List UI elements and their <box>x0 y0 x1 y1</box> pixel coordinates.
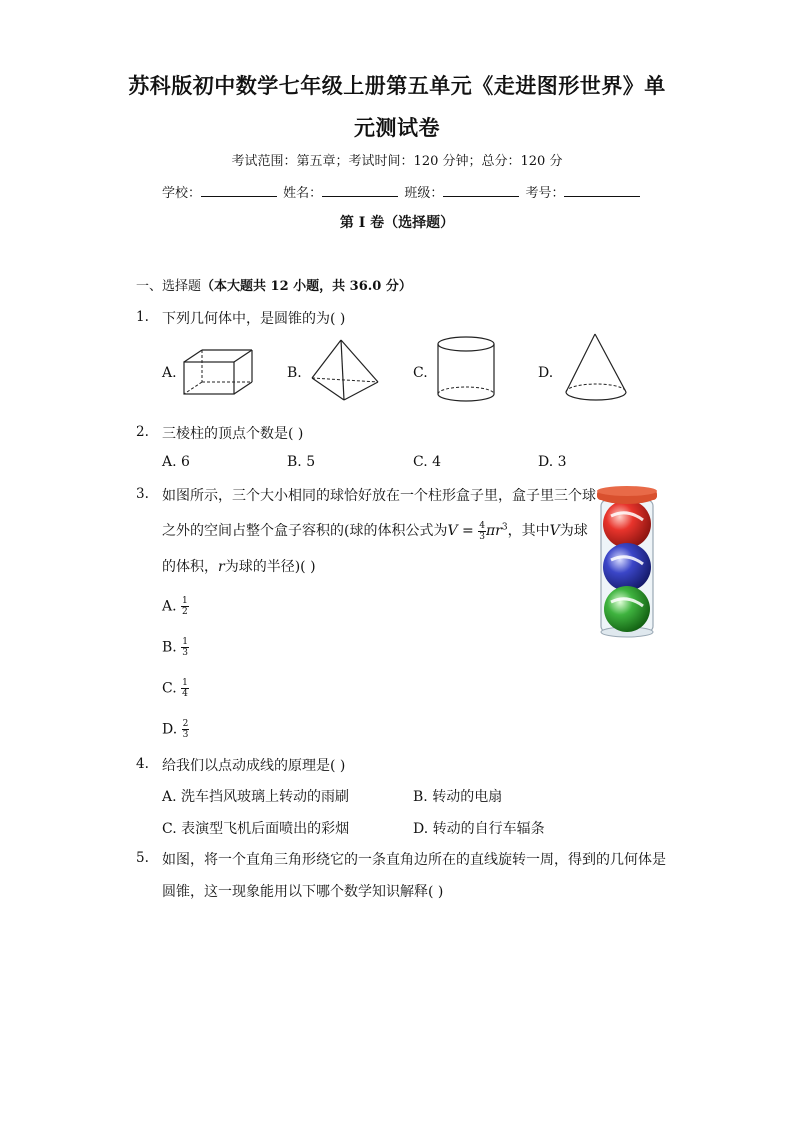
q1-number: 1. <box>136 309 149 325</box>
number-label: 考号： <box>525 186 565 201</box>
q3-formula-numerator: 4 <box>479 520 485 531</box>
school-blank[interactable] <box>201 184 277 197</box>
exam-title-line2: 元测试卷 <box>354 115 440 140</box>
section-detail: （本大题共 12 小题，共 36.0 分） <box>201 279 412 294</box>
q3-option-b <box>162 637 189 658</box>
q3-formula-fraction <box>478 521 486 542</box>
exam-title-line1: 苏科版初中数学七年级上册第五单元《走进图形世界》单 <box>128 73 666 98</box>
q3-option-a-den: 2 <box>182 607 188 617</box>
q1-text: 下列几何体中，是圆锥的为( ) <box>162 311 346 327</box>
q2-option-b: B. 5 <box>287 454 316 470</box>
q3-line2-text: 之外的空间占整个盒子容积的(球的体积公式为 <box>162 523 448 539</box>
q3-line1: 如图所示，三个大小相同的球恰好放在一个柱形盒子里，盒子里三个球 <box>162 488 596 504</box>
q3-formula-v: V <box>447 523 458 539</box>
blue-sphere <box>603 543 651 591</box>
green-sphere <box>604 586 650 632</box>
q3-option-a-fraction <box>181 596 189 617</box>
q4-option-d: D. 转动的自行车辐条 <box>413 821 545 837</box>
q1-option-d-label: D. <box>538 365 554 381</box>
q3-option-d-label: D. <box>162 721 178 738</box>
q3-option-c <box>162 678 189 699</box>
q1-cylinder-figure <box>436 336 498 404</box>
q3-spheres-in-box-figure <box>597 486 661 638</box>
q3-option-a-num: 1 <box>182 596 188 606</box>
q3-line2 <box>162 520 588 542</box>
q3-option-b-num: 1 <box>182 637 188 647</box>
q3-formula-denominator: 3 <box>479 531 485 542</box>
q4-option-b: B. 转动的电扇 <box>413 789 503 805</box>
q3-option-d <box>162 719 189 740</box>
q4-option-c: C. 表演型飞机后面喷出的彩烟 <box>162 821 350 837</box>
q3-formula-pi: π <box>485 523 496 539</box>
q2-text: 三棱柱的顶点个数是( ) <box>162 426 304 442</box>
q3-option-d-den: 3 <box>182 730 189 740</box>
q2-option-a: A. 6 <box>162 454 190 470</box>
q3-line3 <box>162 556 316 576</box>
section-heading <box>136 275 412 294</box>
q2-number: 2. <box>136 424 149 440</box>
volume-title: 第 I 卷（选择题） <box>339 215 455 231</box>
q3-option-d-fraction <box>182 719 190 740</box>
class-label: 班级： <box>404 186 444 201</box>
q3-formula-r: r <box>495 523 502 539</box>
q1-pyramid-figure <box>308 338 380 402</box>
q3-line2-v: V <box>549 523 560 539</box>
q3-formula-exponent: 3 <box>501 522 508 533</box>
q3-line3-end: 为球的半径)( ) <box>224 559 316 575</box>
q1-option-c-label: C. <box>413 365 428 381</box>
q1-option-b-label: B. <box>287 365 302 381</box>
q3-option-d-num: 2 <box>182 719 189 729</box>
name-blank[interactable] <box>322 184 398 197</box>
q5-line1: 如图，将一个直角三角形绕它的一条直角边所在的直线旋转一周，得到的几何体是 <box>162 852 666 868</box>
class-blank[interactable] <box>443 184 519 197</box>
q2-option-c: C. 4 <box>413 454 442 470</box>
q3-option-c-den: 4 <box>182 689 188 699</box>
q3-line2-where: ，其中 <box>507 523 550 539</box>
q3-line3-text: 的体积， <box>162 559 218 575</box>
name-label: 姓名： <box>283 186 323 201</box>
q3-option-c-label: C. <box>162 680 177 697</box>
q4-text: 给我们以点动成线的原理是( ) <box>162 758 346 774</box>
q2-option-d: D. 3 <box>538 454 567 470</box>
q1-cuboid-figure <box>176 348 256 400</box>
q3-option-b-label: B. <box>162 639 177 656</box>
q3-number: 3. <box>136 486 149 502</box>
exam-meta: 考试范围：第五章；考试时间：120 分钟；总分：120 分 <box>231 154 563 169</box>
q3-option-b-fraction <box>181 637 189 658</box>
q3-option-b-den: 3 <box>182 648 188 658</box>
number-blank[interactable] <box>564 184 640 197</box>
school-label: 学校： <box>162 186 202 201</box>
q5-line2: 圆锥，这一现象能用以下哪个数学知识解释( ) <box>162 884 444 900</box>
q3-option-c-fraction <box>181 678 189 699</box>
student-info-line <box>162 182 642 201</box>
q3-line3-r: r <box>218 559 225 575</box>
q1-cone-figure <box>562 332 630 404</box>
section-prefix: 一、选择题 <box>136 279 202 294</box>
red-sphere <box>603 500 651 548</box>
q3-option-c-num: 1 <box>182 678 188 688</box>
q4-number: 4. <box>136 756 149 772</box>
q3-formula-eq: = <box>457 523 479 539</box>
q3-option-a <box>162 596 189 617</box>
q5-number: 5. <box>136 850 149 866</box>
q3-option-a-label: A. <box>162 598 177 615</box>
q3-line2-end: 为球 <box>559 523 588 539</box>
q4-option-a: A. 洗车挡风玻璃上转动的雨刷 <box>162 789 350 805</box>
q1-option-a-label: A. <box>162 365 177 381</box>
